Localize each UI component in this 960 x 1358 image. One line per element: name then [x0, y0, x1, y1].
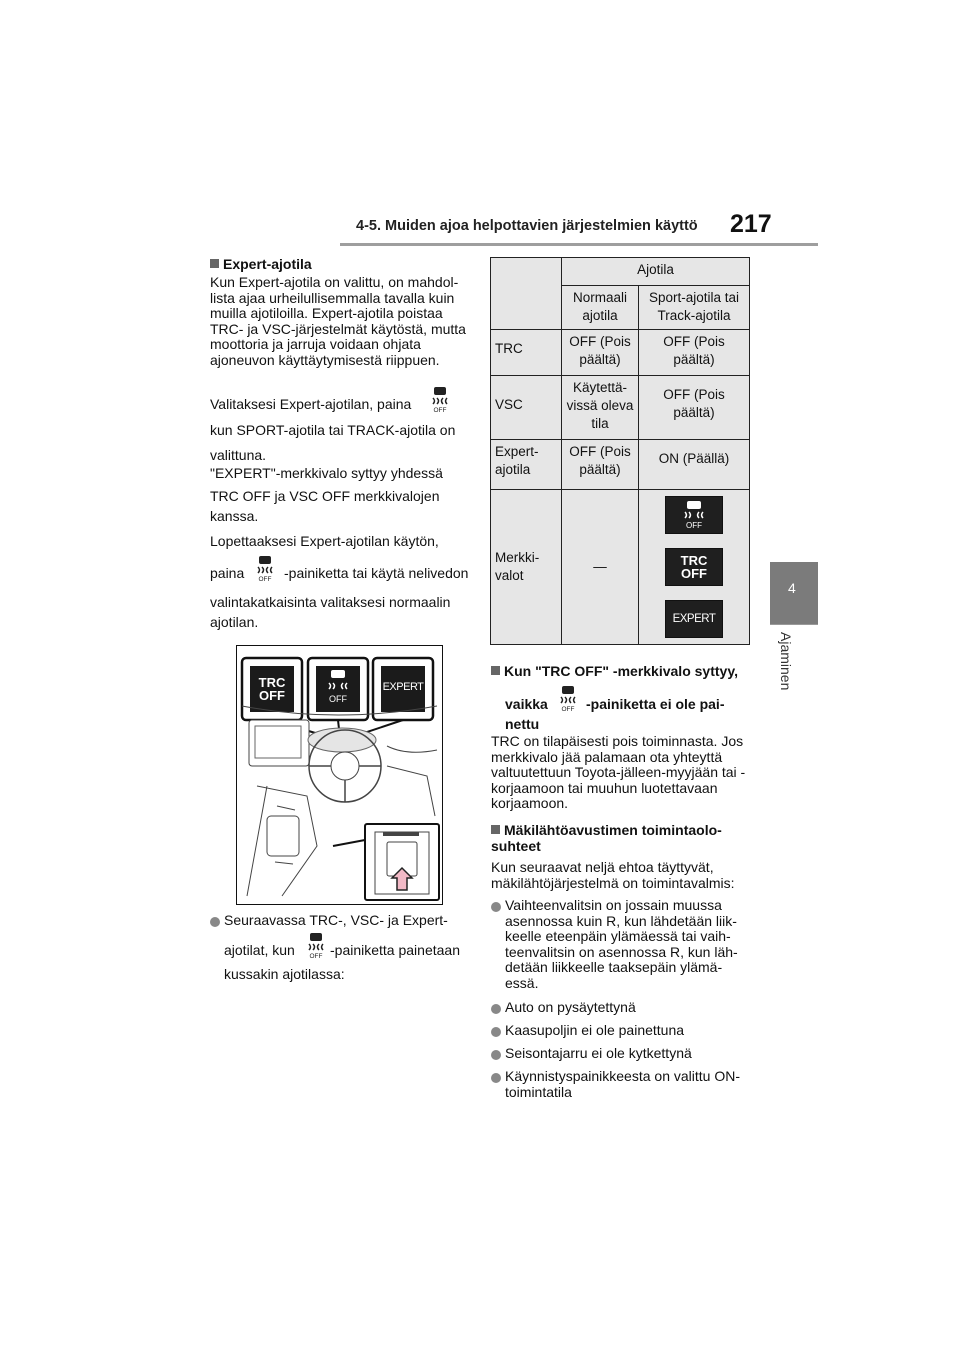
text-line: vaikka	[505, 696, 548, 712]
row-sport: ON (Päällä)	[639, 440, 750, 490]
expert-paragraph: Kun Expert-ajotila on valittu, on mahdol-lista ajaa urheilullisemmalla tavalla kuin muilla ajotiloilla. Expert-ajotila poistaa TRC- ja VSC-järjestelmät käytöstä, mutta moottoria ja jarruja voidaan ohjata ajoneuvon käyttäytymisestä riippuen.	[210, 274, 466, 368]
svg-text:OFF: OFF	[258, 576, 272, 582]
text-line: TRC OFF ja VSC OFF merkkivalojen	[210, 488, 440, 504]
text-line: kussakin ajotilassa:	[224, 966, 345, 982]
row-normal: OFF (Pois päältä)	[562, 440, 639, 490]
vsc-off-lamp	[665, 496, 723, 534]
hill-paragraph: Kun seuraavat neljä ehtoa täyttyvät, mäkilähtöjärjestelmä on toimintavalmis:	[491, 859, 735, 891]
row-normal: Käytettä-vissä oleva tila	[562, 376, 639, 440]
hill-heading-row	[491, 823, 753, 854]
row-normal: OFF (Pois päältä)	[562, 330, 639, 376]
row-label: TRC	[491, 330, 562, 376]
text-line: Lopettaaksesi Expert-ajotilan käytön,	[210, 533, 439, 549]
table-row	[491, 376, 750, 440]
round-bullet-icon	[491, 1004, 501, 1014]
vsc-off-button-icon	[428, 385, 452, 413]
dashboard-illustration	[236, 645, 443, 905]
text-line: valittuna.	[210, 447, 267, 463]
text-line: -painiketta painetaan	[330, 942, 460, 958]
round-bullet-icon	[210, 917, 220, 927]
table-row	[491, 490, 750, 645]
table-header-normal: Normaali ajotila	[562, 286, 639, 330]
mode-table	[490, 257, 750, 645]
svg-text:OFF: OFF	[433, 407, 447, 413]
row-sport: OFF (Pois päältä)	[639, 330, 750, 376]
text-line: paina	[210, 565, 245, 581]
svg-text:OFF: OFF	[561, 706, 575, 712]
square-bullet-icon	[491, 825, 500, 834]
trc-off-lamp: TRC OFF	[665, 548, 723, 586]
expert-indicator: EXPERT	[382, 681, 424, 693]
list-item: Auto on pysäytettynä	[505, 999, 636, 1015]
list-item: Kaasupoljin ei ole painettuna	[505, 1022, 685, 1038]
list-item: Seisontajarru ei ole kytkettynä	[505, 1045, 692, 1061]
text-line: "EXPERT"-merkkivalo syttyy yhdessä	[210, 465, 443, 481]
lamp-off-text: OFF	[686, 521, 702, 530]
text-line: nettu	[505, 716, 540, 732]
text-line: ajotilat, kun	[224, 942, 295, 958]
text-line: ajotilan.	[210, 614, 259, 630]
square-bullet-icon	[210, 259, 219, 268]
square-bullet-icon	[491, 666, 500, 675]
round-bullet-icon	[491, 1073, 501, 1083]
table-header-mode: Ajotila	[562, 258, 750, 286]
expert-heading-row	[210, 257, 312, 273]
vsc-off-indicator: OFF	[329, 694, 347, 704]
table-row	[491, 440, 750, 490]
hill-heading: Mäkilähtöavustimen toimintaolo-suhteet	[491, 822, 722, 854]
header-rule	[340, 243, 818, 246]
text-line: Valitaksesi Expert-ajotilan, paina	[210, 396, 412, 412]
chapter-label: Ajaminen	[778, 632, 794, 691]
svg-text:OFF: OFF	[309, 953, 323, 959]
table-corner	[491, 258, 562, 330]
tab-divider	[770, 624, 818, 625]
round-bullet-icon	[491, 902, 501, 912]
text-line: valintakatkaisinta valitaksesi normaalin	[210, 594, 451, 610]
row-label: Expert-ajotila	[491, 440, 562, 490]
trc-off-indicator: TRC OFF	[258, 675, 286, 703]
round-bullet-icon	[491, 1027, 501, 1037]
chapter-number: 4	[788, 580, 796, 596]
round-bullet-icon	[491, 1050, 501, 1060]
expert-heading: Expert-ajotila	[223, 256, 312, 272]
trc-paragraph: TRC on tilapäisesti pois toiminnasta. Jos merkkivalo jää palamaan ota yhteyttä valtuutettuun Toyota-jälleen-myyjään tai -korjaamoon tai muuhun luotettavaan korjaamoon.	[491, 733, 746, 811]
trc-heading: Kun "TRC OFF" -merkkivalo syttyy,	[504, 663, 738, 679]
chapter-label-box	[778, 632, 802, 712]
list-item: Käynnistyspainikkeesta on valittu ON-toimintatila	[505, 1068, 740, 1100]
table-row	[491, 330, 750, 376]
expert-lamp: EXPERT	[665, 600, 723, 638]
text-line: Seuraavassa TRC-, VSC- ja Expert-	[224, 912, 448, 928]
vsc-off-button-icon	[556, 684, 580, 712]
text-line: kanssa.	[210, 508, 259, 524]
text-line: -painiketta tai käytä nelivedon	[284, 565, 469, 581]
section-title: 4-5. Muiden ajoa helpottavien järjestelmien käyttö	[356, 218, 698, 234]
table-header-sport: Sport-ajotila tai Track-ajotila	[639, 286, 750, 330]
row-label: Merkki-valot	[491, 490, 562, 645]
vsc-off-button-icon	[304, 931, 328, 959]
text-line: kun SPORT-ajotila tai TRACK-ajotila on	[210, 422, 456, 438]
text-line: -painiketta ei ole pai-	[586, 696, 725, 712]
vsc-off-button-icon	[253, 554, 277, 582]
row-label: VSC	[491, 376, 562, 440]
page-number: 217	[730, 210, 772, 238]
trc-heading-line	[491, 663, 738, 679]
row-sport: OFF (Pois päältä)	[639, 376, 750, 440]
row-normal: —	[562, 490, 639, 645]
list-item: Vaihteenvalitsin on jossain muussa asennossa kuin R, kun lähdetään liik-keelle eteenpäin ylämäessä tai vaih-teenvalitsin on asennossa R, kun läh-detään liikkeelle taaksepäin ylämä-essä.	[505, 897, 738, 991]
